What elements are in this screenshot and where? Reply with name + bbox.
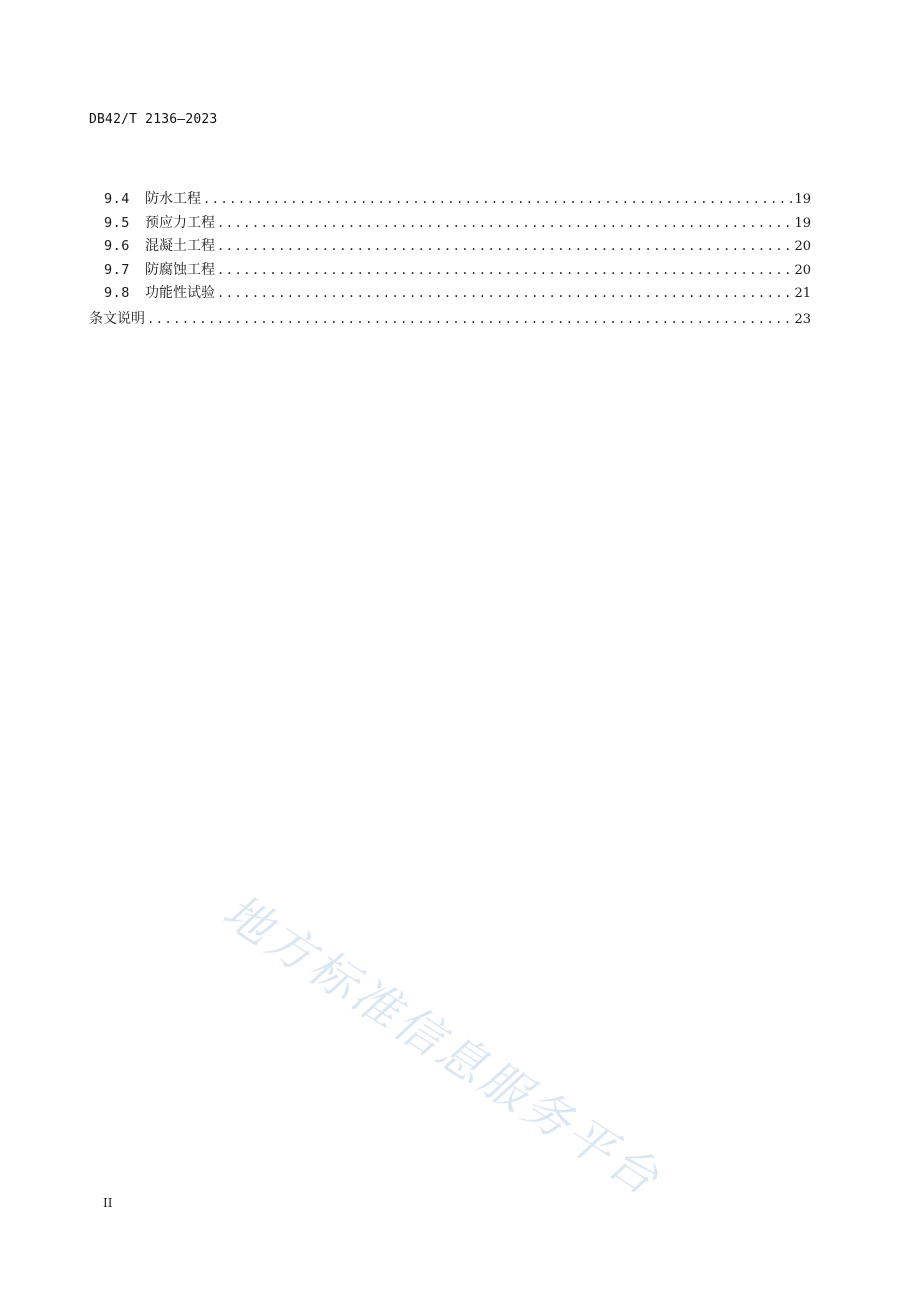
watermark-text: 地方标准信息服务平台 [212,883,671,1208]
toc-dot-leader [217,212,792,236]
toc-entry-page: 20 [794,239,811,254]
toc-dot-leader [217,259,792,283]
toc-entry-number: 9.5 [104,214,130,231]
toc-dot-leader [147,308,792,332]
toc-dot-leader [217,282,792,306]
toc-entry-9-6[interactable] [89,235,811,259]
toc-entry-9-5[interactable] [89,212,811,236]
toc-entry-9-7[interactable] [89,259,811,283]
toc-entry-title: 功能性试验 [145,285,215,301]
toc-entry-number: 9.7 [104,261,130,278]
toc-entry-page: 20 [794,262,811,278]
toc-entry-title: 预应力工程 [145,214,215,231]
toc-entry-title: 防腐蚀工程 [145,261,215,278]
toc-entry-explanation[interactable] [89,308,811,332]
toc-entry-number: 9.8 [104,285,130,301]
toc-entry-9-8[interactable] [89,282,811,306]
toc-entry-page: 19 [794,215,811,231]
toc-entry-page: 23 [794,311,811,327]
toc-entry-page: 21 [794,286,811,301]
table-of-contents [89,188,811,331]
toc-entry-title: 条文说明 [89,310,145,327]
toc-dot-leader [203,188,792,212]
toc-entry-title: 防水工程 [145,191,201,207]
toc-dot-leader [217,235,792,259]
toc-entry-number: 9.4 [104,191,130,207]
toc-entry-page: 19 [794,192,811,207]
toc-entry-9-4[interactable] [89,188,811,212]
page-number: II [103,1196,113,1210]
toc-entry-number: 9.6 [104,238,130,254]
document-code: DB42/T 2136—2023 [89,112,218,127]
toc-entry-title: 混凝土工程 [145,238,215,254]
